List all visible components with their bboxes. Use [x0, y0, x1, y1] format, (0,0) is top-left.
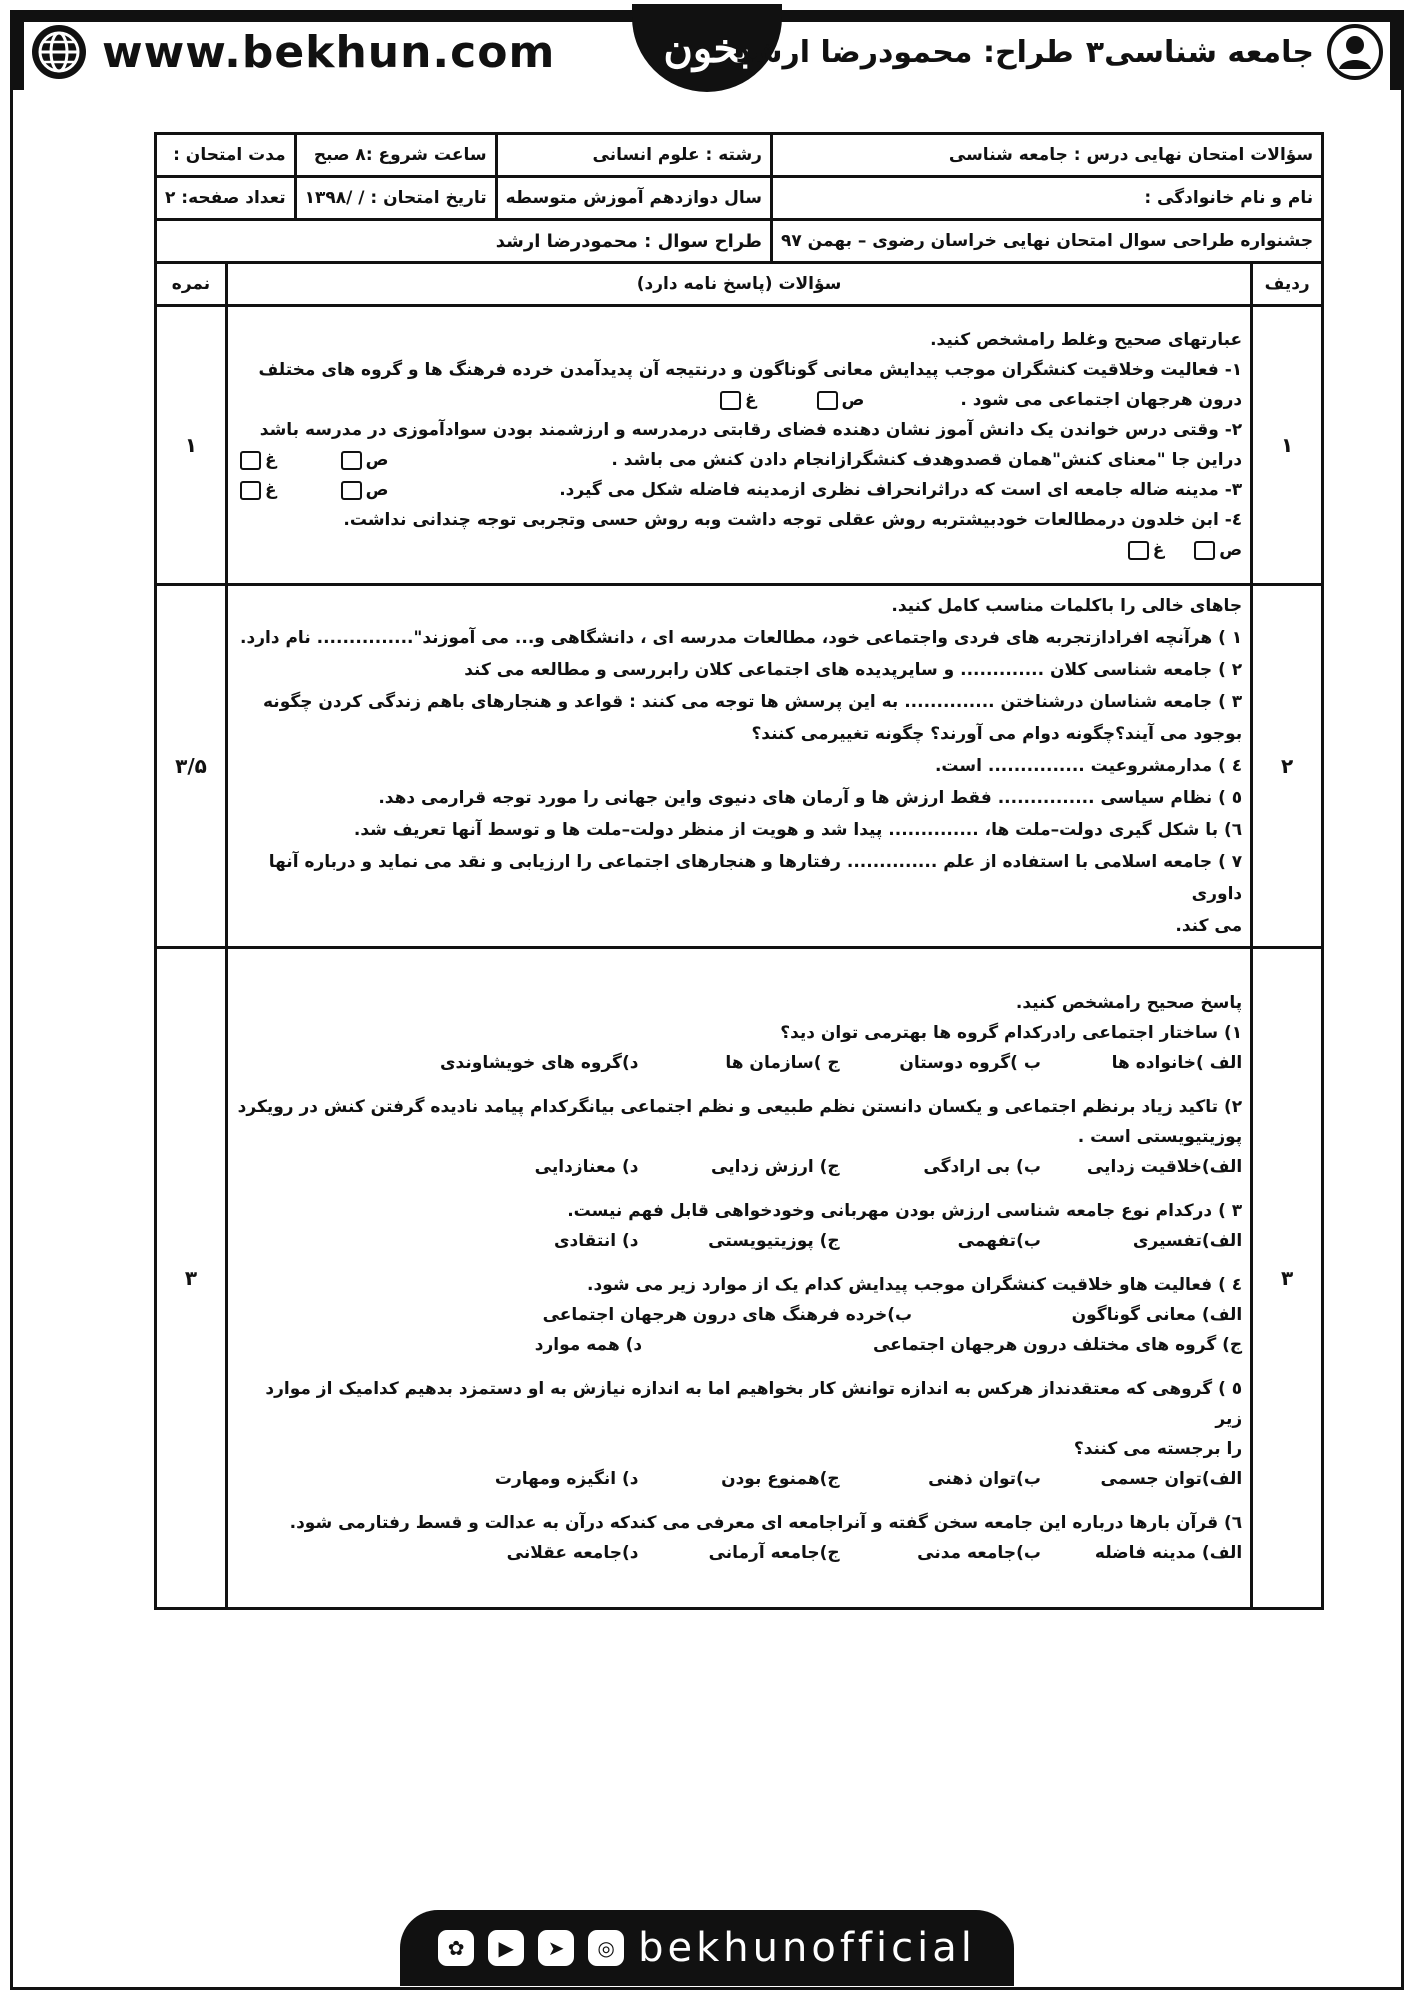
question-title: جاهای خالی را باکلمات مناسب کامل کنید.	[891, 596, 1243, 616]
mc-options	[236, 1300, 1242, 1330]
student-name: نام و نام خانوادگی :	[771, 177, 1322, 220]
globe-icon	[30, 23, 88, 81]
page-count: تعداد صفحه: ۲	[156, 177, 296, 220]
user-icon	[1326, 23, 1384, 81]
question-body	[227, 306, 1252, 585]
checkbox[interactable]	[341, 451, 362, 470]
true-option[interactable]	[813, 390, 865, 410]
mc-question: پوزیتیویستی است .	[1077, 1127, 1243, 1147]
statement-line: ٤- ابن خلدون درمطالعات خودبیشتربه روش عقلی توجه داشت وبه روش حسی وتجربی توجه چندانی نداشت.	[343, 510, 1243, 530]
option-c[interactable]: ج )سازمان ها	[725, 1053, 840, 1073]
blank-line: ۲ ) جامعه شناسی کلان ............. و سایرپدیده های اجتماعی کلان رابررسی و مطالعه می کند	[464, 660, 1243, 680]
mc-question: ۳ ) درکدام نوع جامعه شناسی ارزش بودن مهربانی وخودخواهی قابل فهم نیست.	[567, 1201, 1243, 1221]
mc-question: را برجسته می کنند؟	[1073, 1439, 1243, 1459]
info-row-1	[156, 134, 1323, 177]
option-a[interactable]: الف) معانی گوناگون	[1071, 1305, 1243, 1325]
false-option[interactable]	[1124, 540, 1165, 560]
option-c[interactable]: ج)جامعه آرمانی	[708, 1543, 840, 1563]
option-b[interactable]: ب )گروه دوستان	[899, 1053, 1041, 1073]
option-a[interactable]: الف )خانواده ها	[1111, 1053, 1243, 1073]
designer-name: طراح: محمودرضا ارشد	[735, 34, 1074, 70]
option-a[interactable]: الف)توان جسمی	[1100, 1469, 1243, 1489]
mc-options	[236, 1048, 1242, 1078]
false-option[interactable]	[236, 480, 277, 500]
option-b[interactable]: ب)تفهمی	[957, 1231, 1041, 1251]
aparat-icon[interactable]: ✿	[438, 1930, 474, 1966]
question-title: پاسخ صحیح رامشخص کنید.	[1015, 993, 1243, 1013]
blank-line: ٥ ) نظام سیاسی ............... فقط ارزش ها و آرمان های دنیوی واین جهانی را مورد توجه قرارمی دهد.	[378, 788, 1243, 808]
true-option[interactable]	[1190, 540, 1242, 560]
false-label: غ	[745, 390, 757, 410]
info-row-3	[156, 220, 1323, 263]
option-b[interactable]: ب)خرده فرهنگ های درون هرجهان اجتماعی	[542, 1305, 913, 1325]
score-column-header: نمره	[156, 263, 227, 306]
option-d[interactable]: د) انتقادی	[553, 1231, 639, 1251]
mc-options	[236, 1330, 1242, 1360]
youtube-icon[interactable]: ▶	[488, 1930, 524, 1966]
checkbox[interactable]	[817, 391, 838, 410]
exam-date: تاریخ امتحان : / /۱۳۹۸	[295, 177, 496, 220]
option-d[interactable]: د)جامعه عقلانی	[506, 1543, 639, 1563]
true-label: ص	[365, 450, 389, 470]
exam-table	[154, 132, 1324, 1610]
true-label: ص	[841, 390, 865, 410]
option-a[interactable]: الف)تفسیری	[1132, 1231, 1243, 1251]
blank-line: ۱ ) هرآنچه افرادازتجربه های فردی واجتماعی خود، مطالعات مدرسه ای ، دانشگاهی و... می آموزند"............... نام دارد.	[240, 628, 1243, 648]
blank-line: ۳ ) جامعه شناسان درشناختن .............. به این پرسش ها توجه می کنند : قواعد و هنجارهای باهم زندگی کردن چگونه	[263, 692, 1243, 712]
info-row-2	[156, 177, 1323, 220]
statement-line	[236, 445, 1242, 475]
logo-text: بخون	[663, 24, 751, 72]
checkbox[interactable]	[240, 481, 261, 500]
question-body	[227, 585, 1252, 948]
statement-line	[236, 475, 1242, 505]
true-option[interactable]	[337, 480, 389, 500]
option-d[interactable]: د) انگیزه ومهارت	[494, 1469, 639, 1489]
question-body	[227, 948, 1252, 1609]
question-row-3	[156, 948, 1323, 1609]
statement-line: ۱- فعالیت وخلاقیت کنشگران موجب پیدایش معانی گوناگون و درنتیجه آن پدیدآمدن خرده فرهنگ ها و گروه های مختلف	[258, 360, 1243, 380]
statement-text: ۳- مدینه ضاله جامعه ای است که دراثرانحراف نظری ازمدینه فاضله شکل می گیرد.	[559, 480, 1243, 500]
question-score: ۱	[156, 306, 227, 585]
mc-options	[236, 1226, 1242, 1256]
false-option[interactable]	[236, 450, 277, 470]
blank-line: می کند.	[1175, 916, 1243, 936]
statement-line	[236, 535, 1242, 565]
start-time: ساعت شروع :۸ صبح	[295, 134, 496, 177]
statement-line	[236, 385, 1242, 415]
false-label: غ	[1152, 540, 1165, 560]
option-d[interactable]: د) همه موارد	[534, 1335, 643, 1355]
option-d[interactable]: د) معنازدایی	[534, 1157, 639, 1177]
header-title	[736, 22, 1384, 82]
checkbox[interactable]	[720, 391, 741, 410]
mc-options	[236, 1152, 1242, 1182]
blank-line: ٦) با شکل گیری دولت–ملت ها، .............. پیدا شد و هویت از منظر دولت–ملت ها و توسط آنها تعریف شد.	[353, 820, 1243, 840]
option-b[interactable]: ب) بی ارادگی	[923, 1157, 1041, 1177]
option-c[interactable]: ج) پوزیتیویستی	[708, 1231, 840, 1251]
blank-line: ۷ ) جامعه اسلامی با استفاده از علم .............. رفتارها و هنجارهای اجتماعی را ارزیابی و نقد می نماید و درباره آنها داوری	[268, 852, 1243, 904]
blank-line: ٤ ) مدارمشروعیت ............... است.	[934, 756, 1243, 776]
option-b[interactable]: ب)توان ذهنی	[928, 1469, 1041, 1489]
checkbox[interactable]	[341, 481, 362, 500]
statement-line: ۲- وقتی درس خواندن یک دانش آموز نشان دهنده فضای رقابتی درمدرسه و ارزشمند بودن سوادآموزی در مدرسه باشد	[259, 420, 1243, 440]
mc-options	[236, 1538, 1242, 1568]
false-label: غ	[265, 450, 277, 470]
question-row-1	[156, 306, 1323, 585]
telegram-icon[interactable]: ➤	[538, 1930, 574, 1966]
statement-text: درون هرجهان اجتماعی می شود .	[960, 390, 1243, 410]
grade-info: سال دوازدهم آموزش متوسطه	[496, 177, 771, 220]
website-badge[interactable]	[30, 22, 555, 82]
blank-line: بوجود می آیند؟چگونه دوام می آورند؟ چگونه تغییرمی کنند؟	[751, 724, 1243, 744]
false-option[interactable]	[716, 390, 757, 410]
instagram-icon[interactable]: ◎	[588, 1930, 624, 1966]
questions-column-header: سؤالات (پاسخ نامه دارد)	[227, 263, 1252, 306]
false-label: غ	[265, 480, 277, 500]
option-c[interactable]: ج) ارزش زدایی	[711, 1157, 840, 1177]
festival-info: جشنواره طراحی سوال امتحان نهایی خراسان رضوی – بهمن ۹۷	[771, 220, 1322, 263]
duration: مدت امتحان :	[156, 134, 296, 177]
mc-options	[236, 1464, 1242, 1494]
mc-question: ٤ ) فعالیت هاو خلاقیت کنشگران موجب پیدایش کدام یک از موارد زیر می شود.	[587, 1275, 1243, 1295]
question-score: ۳	[156, 948, 227, 1609]
mc-question: ٦) قرآن بارها درباره این جامعه سخن گفته و آنراجامعه ای معرفی می کندکه درآن به عدالت و قسط رفتارمی شود.	[289, 1513, 1243, 1533]
checkbox[interactable]	[240, 451, 261, 470]
true-label: ص	[365, 480, 389, 500]
option-c[interactable]: ج) گروه های مختلف درون هرجهان اجتماعی	[872, 1335, 1243, 1355]
question-number: ۲	[1252, 585, 1323, 948]
option-a[interactable]: الف) مدینه فاضله	[1094, 1543, 1243, 1563]
question-designer: طراح سوال : محمودرضا ارشد	[156, 220, 772, 263]
column-header-row	[156, 263, 1323, 306]
mc-question: ۲) تاکید زیاد برنظم اجتماعی و یکسان دانستن نظم طبیعی و نظم اجتماعی بیانگرکدام پیامد نادیده گرفتن کنش در رویکرد	[237, 1097, 1243, 1117]
question-title: عبارتهای صحیح وغلط رامشخص کنید.	[930, 330, 1243, 350]
question-number: ۳	[1252, 948, 1323, 1609]
mc-question: ٥ ) گروهی که معتقدنداز هرکس به اندازه توانش کار بخواهیم اما به اندازه نیازش به او دستمزد بدهیم کدامیک از موارد زیر	[265, 1379, 1243, 1429]
option-b[interactable]: ب)جامعه مدنی	[917, 1543, 1041, 1563]
course-info: سؤالات امتحان نهایی درس : جامعه شناسی	[771, 134, 1322, 177]
course-title: جامعه شناسی۳	[1085, 34, 1314, 70]
question-score: ۳/۵	[156, 585, 227, 948]
checkbox[interactable]	[1128, 541, 1149, 560]
true-label: ص	[1219, 540, 1243, 560]
field-info: رشته : علوم انسانی	[496, 134, 771, 177]
social-footer	[400, 1910, 1014, 1986]
row-column-header: ردیف	[1252, 263, 1323, 306]
question-row-2	[156, 585, 1323, 948]
true-option[interactable]	[337, 450, 389, 470]
option-c[interactable]: ج)همنوع بودن	[721, 1469, 840, 1489]
option-a[interactable]: الف)خلاقیت زدایی	[1086, 1157, 1243, 1177]
mc-question: ۱) ساختار اجتماعی رادرکدام گروه ها بهترمی توان دید؟	[780, 1023, 1243, 1043]
social-handle[interactable]: bekhunofficial	[638, 1925, 976, 1971]
website-url[interactable]: www.bekhun.com	[102, 26, 556, 78]
statement-text: دراین جا "معنای کنش"همان قصدوهدف کنشگرازانجام دادن کنش می باشد .	[611, 450, 1243, 470]
question-number: ۱	[1252, 306, 1323, 585]
checkbox[interactable]	[1194, 541, 1215, 560]
option-d[interactable]: د)گروه های خویشاوندی	[439, 1053, 639, 1073]
